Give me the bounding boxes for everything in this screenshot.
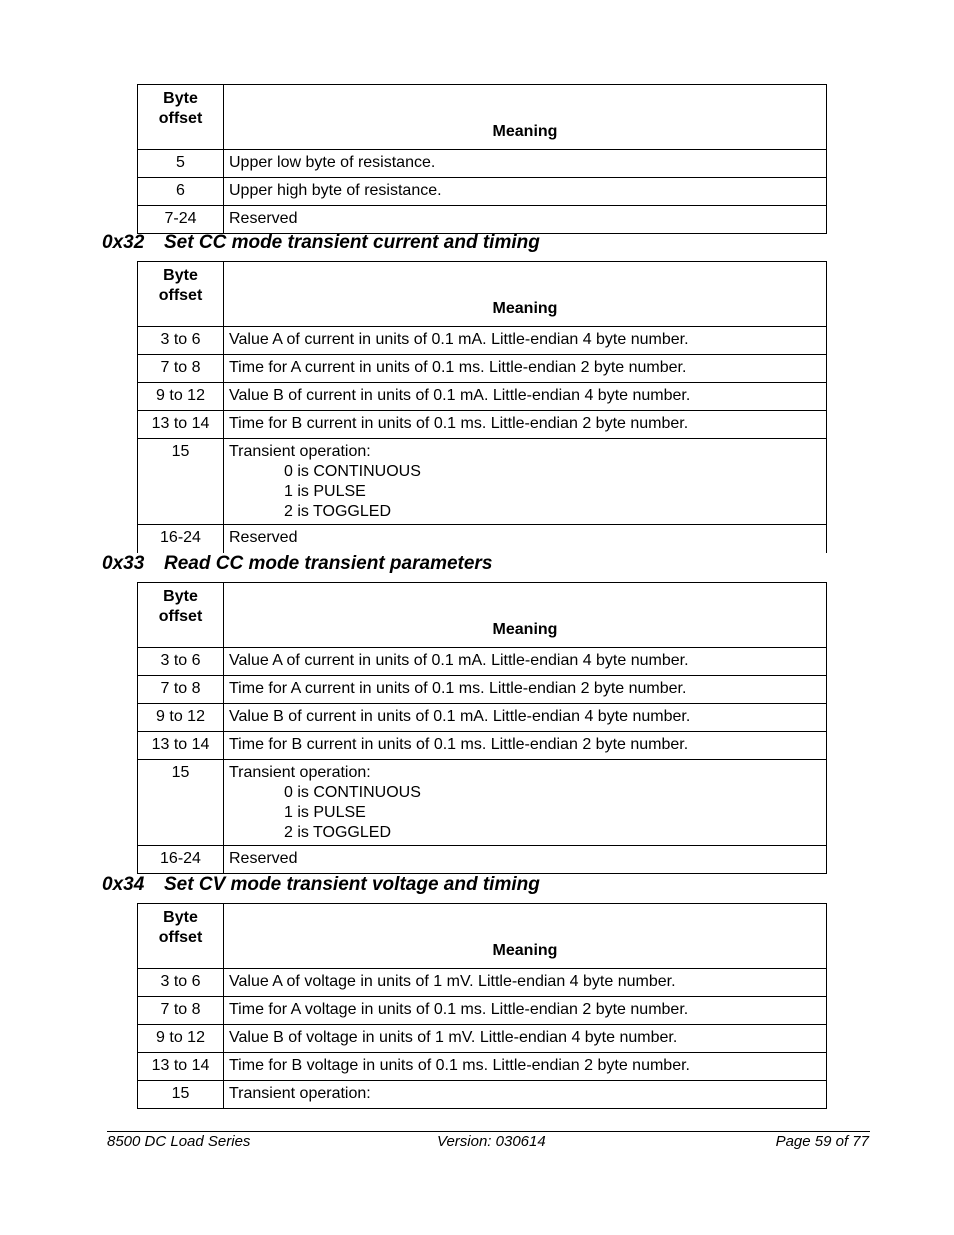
table-row	[138, 704, 827, 732]
meaning-cell: Reserved	[224, 525, 827, 553]
table-read-cc-transient	[137, 582, 827, 874]
header-byte: Byte	[163, 588, 198, 605]
header-byte-offset	[138, 904, 224, 969]
offset-cell: 3 to 6	[138, 969, 224, 997]
meaning-cell: Time for A voltage in units of 0.1 ms. Little-endian 2 byte number.	[224, 997, 827, 1025]
offset-cell: 7 to 8	[138, 676, 224, 704]
offset-cell: 13 to 14	[138, 1053, 224, 1081]
table-row	[138, 1081, 827, 1109]
table-row	[138, 150, 827, 178]
meaning-cell	[224, 439, 827, 525]
option-item: 0 is CONTINUOUS	[284, 463, 421, 480]
table-row	[138, 969, 827, 997]
offset-cell: 9 to 12	[138, 383, 224, 411]
table-row	[138, 676, 827, 704]
offset-cell: 7 to 8	[138, 355, 224, 383]
section-heading-0x33	[102, 553, 492, 575]
table-row	[138, 327, 827, 355]
meaning-cell: Value A of voltage in units of 1 mV. Little-endian 4 byte number.	[224, 969, 827, 997]
meaning-cell	[224, 760, 827, 846]
footer-version: Version: 030614	[437, 1133, 546, 1150]
meaning-cell: Value B of current in units of 0.1 mA. Little-endian 4 byte number.	[224, 704, 827, 732]
section-title: Read CC mode transient parameters	[164, 553, 493, 574]
offset-cell: 3 to 6	[138, 327, 224, 355]
table-set-cv-transient	[137, 903, 827, 1109]
offset-cell: 6	[138, 178, 224, 206]
meaning-cell: Value B of voltage in units of 1 mV. Little-endian 4 byte number.	[224, 1025, 827, 1053]
offset-cell: 7-24	[138, 206, 224, 234]
table-row	[138, 383, 827, 411]
header-byte: Byte	[163, 267, 198, 284]
meaning-cell: Reserved	[224, 206, 827, 234]
option-item: 0 is CONTINUOUS	[284, 784, 421, 801]
meaning-text: Transient operation:	[229, 443, 371, 460]
header-byte: Byte	[163, 90, 198, 107]
header-byte: Byte	[163, 909, 198, 926]
table-row	[138, 1053, 827, 1081]
table-header	[138, 262, 827, 327]
offset-cell: 15	[138, 439, 224, 525]
table-row	[138, 206, 827, 234]
meaning-cell: Time for B current in units of 0.1 ms. Little-endian 2 byte number.	[224, 732, 827, 760]
section-title: Set CC mode transient current and timing	[164, 232, 540, 253]
table-row	[138, 997, 827, 1025]
meaning-cell: Reserved	[224, 846, 827, 874]
table-row	[138, 732, 827, 760]
meaning-cell: Time for B voltage in units of 0.1 ms. Little-endian 2 byte number.	[224, 1053, 827, 1081]
meaning-cell: Value A of current in units of 0.1 mA. Little-endian 4 byte number.	[224, 648, 827, 676]
offset-cell: 7 to 8	[138, 997, 224, 1025]
header-offset: offset	[158, 110, 203, 127]
table-row	[138, 355, 827, 383]
offset-cell: 3 to 6	[138, 648, 224, 676]
header-byte-offset	[138, 85, 224, 150]
header-byte-offset	[138, 583, 224, 648]
offset-cell: 15	[138, 1081, 224, 1109]
table-row	[138, 846, 827, 874]
option-item: 2 is TOGGLED	[284, 503, 391, 520]
section-title: Set CV mode transient voltage and timing	[164, 874, 540, 895]
option-item: 1 is PULSE	[284, 483, 366, 500]
section-heading-0x32	[102, 232, 540, 254]
table-header	[138, 583, 827, 648]
offset-cell: 16-24	[138, 846, 224, 874]
meaning-cell: Upper low byte of resistance.	[224, 150, 827, 178]
meaning-cell: Value A of current in units of 0.1 mA. Little-endian 4 byte number.	[224, 327, 827, 355]
offset-cell: 15	[138, 760, 224, 846]
table-header	[138, 85, 827, 150]
header-byte-offset	[138, 262, 224, 327]
option-item: 2 is TOGGLED	[284, 824, 391, 841]
table-row	[138, 178, 827, 206]
offset-cell: 5	[138, 150, 224, 178]
offset-cell: 13 to 14	[138, 732, 224, 760]
meaning-text: Transient operation:	[229, 764, 371, 781]
header-offset: offset	[158, 287, 203, 304]
table-header	[138, 904, 827, 969]
section-code: 0x32	[102, 232, 145, 253]
meaning-cell: Value B of current in units of 0.1 mA. Little-endian 4 byte number.	[224, 383, 827, 411]
header-offset: offset	[158, 929, 203, 946]
meaning-cell: Time for B current in units of 0.1 ms. Little-endian 2 byte number.	[224, 411, 827, 439]
offset-cell: 13 to 14	[138, 411, 224, 439]
header-meaning: Meaning	[224, 904, 827, 969]
table-row	[138, 525, 827, 553]
header-offset: offset	[158, 608, 203, 625]
offset-cell: 9 to 12	[138, 1025, 224, 1053]
meaning-cell: Transient operation:	[224, 1081, 827, 1109]
table-row	[138, 1025, 827, 1053]
footer-product: 8500 DC Load Series	[107, 1133, 251, 1150]
table-row	[138, 439, 827, 525]
meaning-cell: Time for A current in units of 0.1 ms. Little-endian 2 byte number.	[224, 676, 827, 704]
offset-cell: 9 to 12	[138, 704, 224, 732]
footer-divider	[107, 1131, 870, 1132]
table-row	[138, 648, 827, 676]
table-row	[138, 411, 827, 439]
header-meaning: Meaning	[224, 583, 827, 648]
table-resistance-continued	[137, 84, 827, 234]
section-code: 0x34	[102, 874, 145, 895]
header-meaning: Meaning	[224, 85, 827, 150]
header-meaning: Meaning	[224, 262, 827, 327]
section-heading-0x34	[102, 874, 540, 896]
section-code: 0x33	[102, 553, 145, 574]
meaning-cell: Time for A current in units of 0.1 ms. Little-endian 2 byte number.	[224, 355, 827, 383]
table-set-cc-transient	[137, 261, 827, 553]
table-row	[138, 760, 827, 846]
offset-cell: 16-24	[138, 525, 224, 553]
option-item: 1 is PULSE	[284, 804, 366, 821]
footer-page-number: Page 59 of 77	[775, 1133, 869, 1150]
meaning-cell: Upper high byte of resistance.	[224, 178, 827, 206]
